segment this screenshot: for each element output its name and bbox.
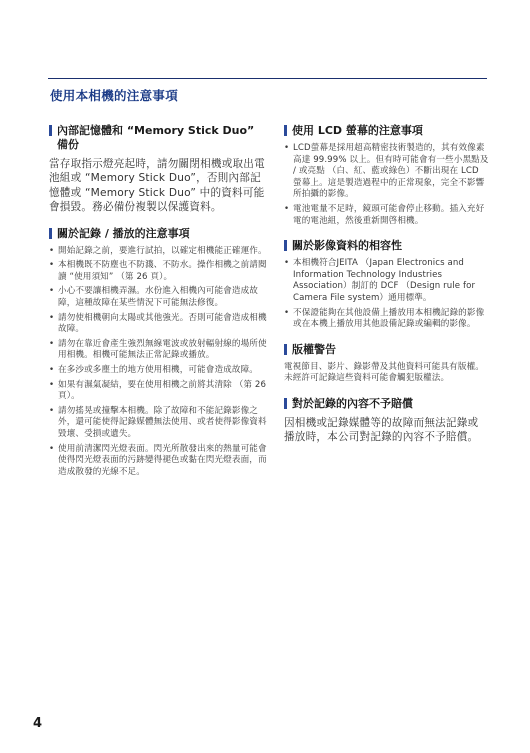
section-memory-backup <box>49 124 269 215</box>
section-body: 因相機或記錄媒體等的故障而無法記錄或播放時，本公司對記錄的內容不予賠償。 <box>284 416 479 444</box>
page-number: 4 <box>33 716 43 731</box>
bullet-list <box>49 246 269 479</box>
list-item: • 如果有濕氣凝結，要在使用相機之前將其清除 （第 26 頁）。 <box>49 380 269 403</box>
heading-text: 使用 LCD 螢幕的注意事項 <box>292 124 423 137</box>
heading-bar <box>284 240 287 251</box>
bullet-list <box>284 143 489 227</box>
list-item: • 開始記錄之前，要進行試拍，以確定相機能正確運作。 <box>49 246 269 258</box>
list-item: • 不保證能夠在其他設備上播放用本相機記錄的影像或在本機上播放用其他設備記錄或編輯的影像。 <box>284 308 489 331</box>
heading-bar <box>284 344 287 355</box>
section-copyright <box>284 343 489 385</box>
page-title: 使用本相機的注意事項 <box>50 88 179 103</box>
section-body: 當存取指示燈亮起時，請勿關閉相機或取出電池組或 “Memory Stick Duo”，否則內部記憶體或 “Memory Stick Duo” 中的資料可能會損毀。務必備份複製以保護資料。 <box>49 158 265 214</box>
section-heading <box>49 124 269 152</box>
list-item: • 在多沙或多塵土的地方使用相機，可能會造成故障。 <box>49 365 269 377</box>
section-recording-playback <box>49 227 269 479</box>
section-heading <box>284 343 489 357</box>
heading-text: 內部記憶體和 “Memory Stick Duo” 備份 <box>57 124 255 151</box>
section-compatibility <box>284 239 489 331</box>
heading-text: 關於記錄 / 播放的注意事項 <box>57 226 190 240</box>
section-lcd <box>284 124 489 227</box>
section-no-compensation <box>284 397 489 445</box>
section-heading <box>284 397 489 411</box>
right-column <box>284 124 489 457</box>
heading-text: 版權警告 <box>292 342 336 356</box>
list-item: • 請勿搖晃或撞擊本相機。除了故障和不能記錄影像之外，還可能使得記錄媒體無法使用、或者使得影像資料毀壞、受損或遺失。 <box>49 406 269 441</box>
left-column <box>49 124 269 490</box>
heading-bar <box>284 398 287 409</box>
list-item: • 本相機符合JEITA （Japan Electronics and Information Technology Industries Association）制訂的 DCF （Design rule for Camera File system）通用標準。 <box>284 258 489 304</box>
bullet-list <box>284 258 489 331</box>
section-body: 電視節目、影片、錄影帶及其他資料可能具有版權。未經許可記錄這些資料可能會觸犯版權法。 <box>284 361 484 384</box>
heading-text: 對於記錄的內容不予賠償 <box>292 396 413 410</box>
heading-text: 關於影像資料的相容性 <box>292 239 402 253</box>
section-heading <box>284 124 489 138</box>
section-heading <box>49 227 269 241</box>
heading-bar <box>284 125 287 136</box>
heading-bar <box>49 125 52 136</box>
list-item: • LCD螢幕是採用超高精密技術製造的，其有效像素高達 99.99% 以上。但有時可能會有一些小黑點及 / 或亮點 （白、紅、藍或綠色）不斷出現在 LCD 螢幕上。這是製造過程中的正常現象，完全不影響所拍攝的影像。 <box>284 143 489 201</box>
list-item: • 電池電量不足時，鏡頭可能會停止移動。插入充好電的電池組，然後重新開啓相機。 <box>284 204 489 227</box>
section-heading <box>284 239 489 253</box>
heading-bar <box>49 228 52 239</box>
list-item: • 使用前清潔閃光燈表面。閃光所散發出來的熱量可能會使得閃光燈表面的污跡變得褪色或黏在閃光燈表面，而造成散發的光線不足。 <box>49 444 269 479</box>
header-rule <box>48 78 487 79</box>
list-item: • 小心不要讓相機弄濕。水份進入相機內可能會造成故障，這種故障在某些情況下可能無法修復。 <box>49 286 269 309</box>
list-item: • 請勿使相機朝向太陽或其他強光。否則可能會造成相機故障。 <box>49 313 269 336</box>
list-item: • 本相機既不防塵也不防濺、不防水。操作相機之前請閱讀 “使用須知” （第 26 頁）。 <box>49 260 269 283</box>
list-item: • 請勿在靠近會產生強烈無線電波或放射輻射線的場所使用相機。相機可能無法正常記錄或播放。 <box>49 339 269 362</box>
